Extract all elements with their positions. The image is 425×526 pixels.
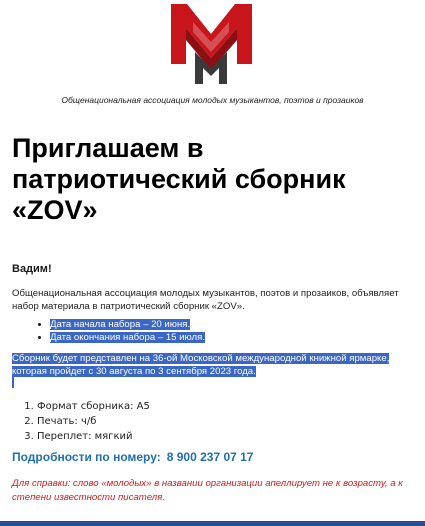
list-item bbox=[50, 318, 205, 331]
organization-tagline: Общенациональная ассоциация молодых музыкантов, поэтов и прозаиков bbox=[61, 95, 364, 105]
specs-list bbox=[24, 399, 150, 444]
list-item: 2. Печать: ч/б bbox=[37, 414, 150, 429]
contact-label: Подробности по номеру: bbox=[12, 450, 161, 464]
selected-text[interactable]: Дата начала набора – 20 июня. bbox=[50, 319, 191, 330]
contact-line bbox=[12, 450, 253, 464]
announcement-paragraph bbox=[12, 352, 412, 378]
mm-logo-icon bbox=[169, 2, 254, 86]
list-item: 1. Формат сборника: А5 bbox=[37, 399, 150, 414]
intro-paragraph: Общенациональная ассоциация молодых музыкантов, поэтов и прозаиков, объявляет набор материала в патриотический сборник «ZOV». bbox=[12, 288, 399, 312]
bottom-border bbox=[0, 521, 425, 526]
selected-text[interactable]: Сборник будет представлен на 36-ой Московской международной книжной ярмарке, которая пройдет с 30 августа по 3 сентября 2023 года. bbox=[12, 353, 390, 377]
list-item: 3. Переплет: мягкий bbox=[37, 429, 150, 444]
invitation-headline: Приглашаем в патриотический сборник «ZOV» bbox=[12, 133, 346, 225]
recipient-greeting: Вадим! bbox=[12, 263, 52, 275]
phone-number-link[interactable]: 8 900 237 07 17 bbox=[166, 450, 254, 464]
footnote: Для справки: слово «молодых» в названии организации апеллирует не к возрасту, а к степени известности писателя. bbox=[12, 478, 403, 503]
selected-text[interactable]: Дата окончания набора – 15 июля. bbox=[50, 332, 205, 343]
selection-caret bbox=[12, 377, 14, 388]
dates-list bbox=[36, 318, 205, 344]
list-item bbox=[50, 331, 205, 344]
